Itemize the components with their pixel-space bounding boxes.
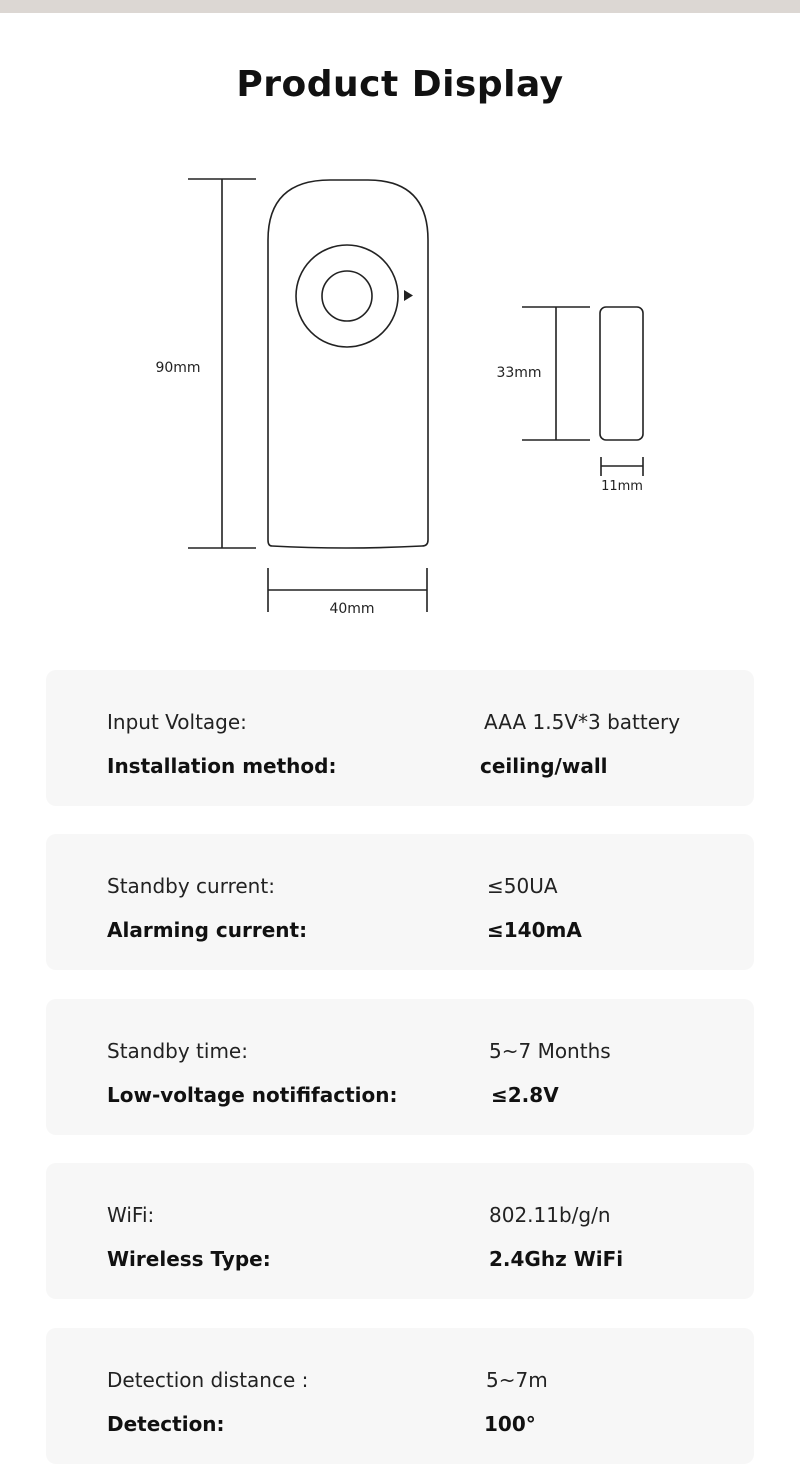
- depth-side-label: 11mm: [601, 479, 643, 494]
- arrow-right-icon: [404, 290, 413, 301]
- spec-label: Standby current:: [107, 874, 275, 898]
- lens-outer-ring: [296, 245, 398, 347]
- spec-label: Wireless Type:: [107, 1247, 271, 1271]
- spec-card-current: [46, 834, 754, 970]
- height-side-label: 33mm: [496, 365, 542, 381]
- page-title: Product Display: [236, 64, 564, 105]
- top-strip: [0, 0, 800, 13]
- spec-label: Input Voltage:: [107, 710, 247, 734]
- spec-card-detection: [46, 1328, 754, 1464]
- spec-value: ceiling/wall: [480, 754, 608, 778]
- device-side-outline: [600, 307, 643, 440]
- spec-label: WiFi:: [107, 1203, 155, 1227]
- spec-card-standby: [46, 999, 754, 1135]
- spec-value: 5~7m: [486, 1368, 548, 1392]
- spec-value: ≤140mA: [487, 918, 582, 942]
- spec-card-wireless: [46, 1163, 754, 1299]
- spec-value: 802.11b/g/n: [489, 1203, 611, 1227]
- spec-value: 100°: [484, 1412, 536, 1436]
- product-dimension-diagram: [0, 160, 800, 630]
- height-main-label: 90mm: [155, 360, 201, 376]
- spec-label: Low-voltage notififaction:: [107, 1083, 398, 1107]
- spec-label: Alarming current:: [107, 918, 308, 942]
- width-main-label: 40mm: [329, 601, 375, 617]
- spec-value: 2.4Ghz WiFi: [489, 1247, 624, 1271]
- spec-label: Standby time:: [107, 1039, 248, 1063]
- lens-inner-ring: [322, 271, 372, 321]
- spec-label: Detection:: [107, 1412, 225, 1436]
- spec-value: ≤50UA: [487, 874, 558, 898]
- spec-label: Detection distance :: [107, 1368, 309, 1392]
- device-front-outline: [268, 180, 428, 548]
- spec-value: ≤2.8V: [491, 1083, 559, 1107]
- spec-value: AAA 1.5V*3 battery: [484, 710, 681, 734]
- spec-label: Installation method:: [107, 754, 337, 778]
- spec-value: 5~7 Months: [489, 1039, 611, 1063]
- spec-card-power: [46, 670, 754, 806]
